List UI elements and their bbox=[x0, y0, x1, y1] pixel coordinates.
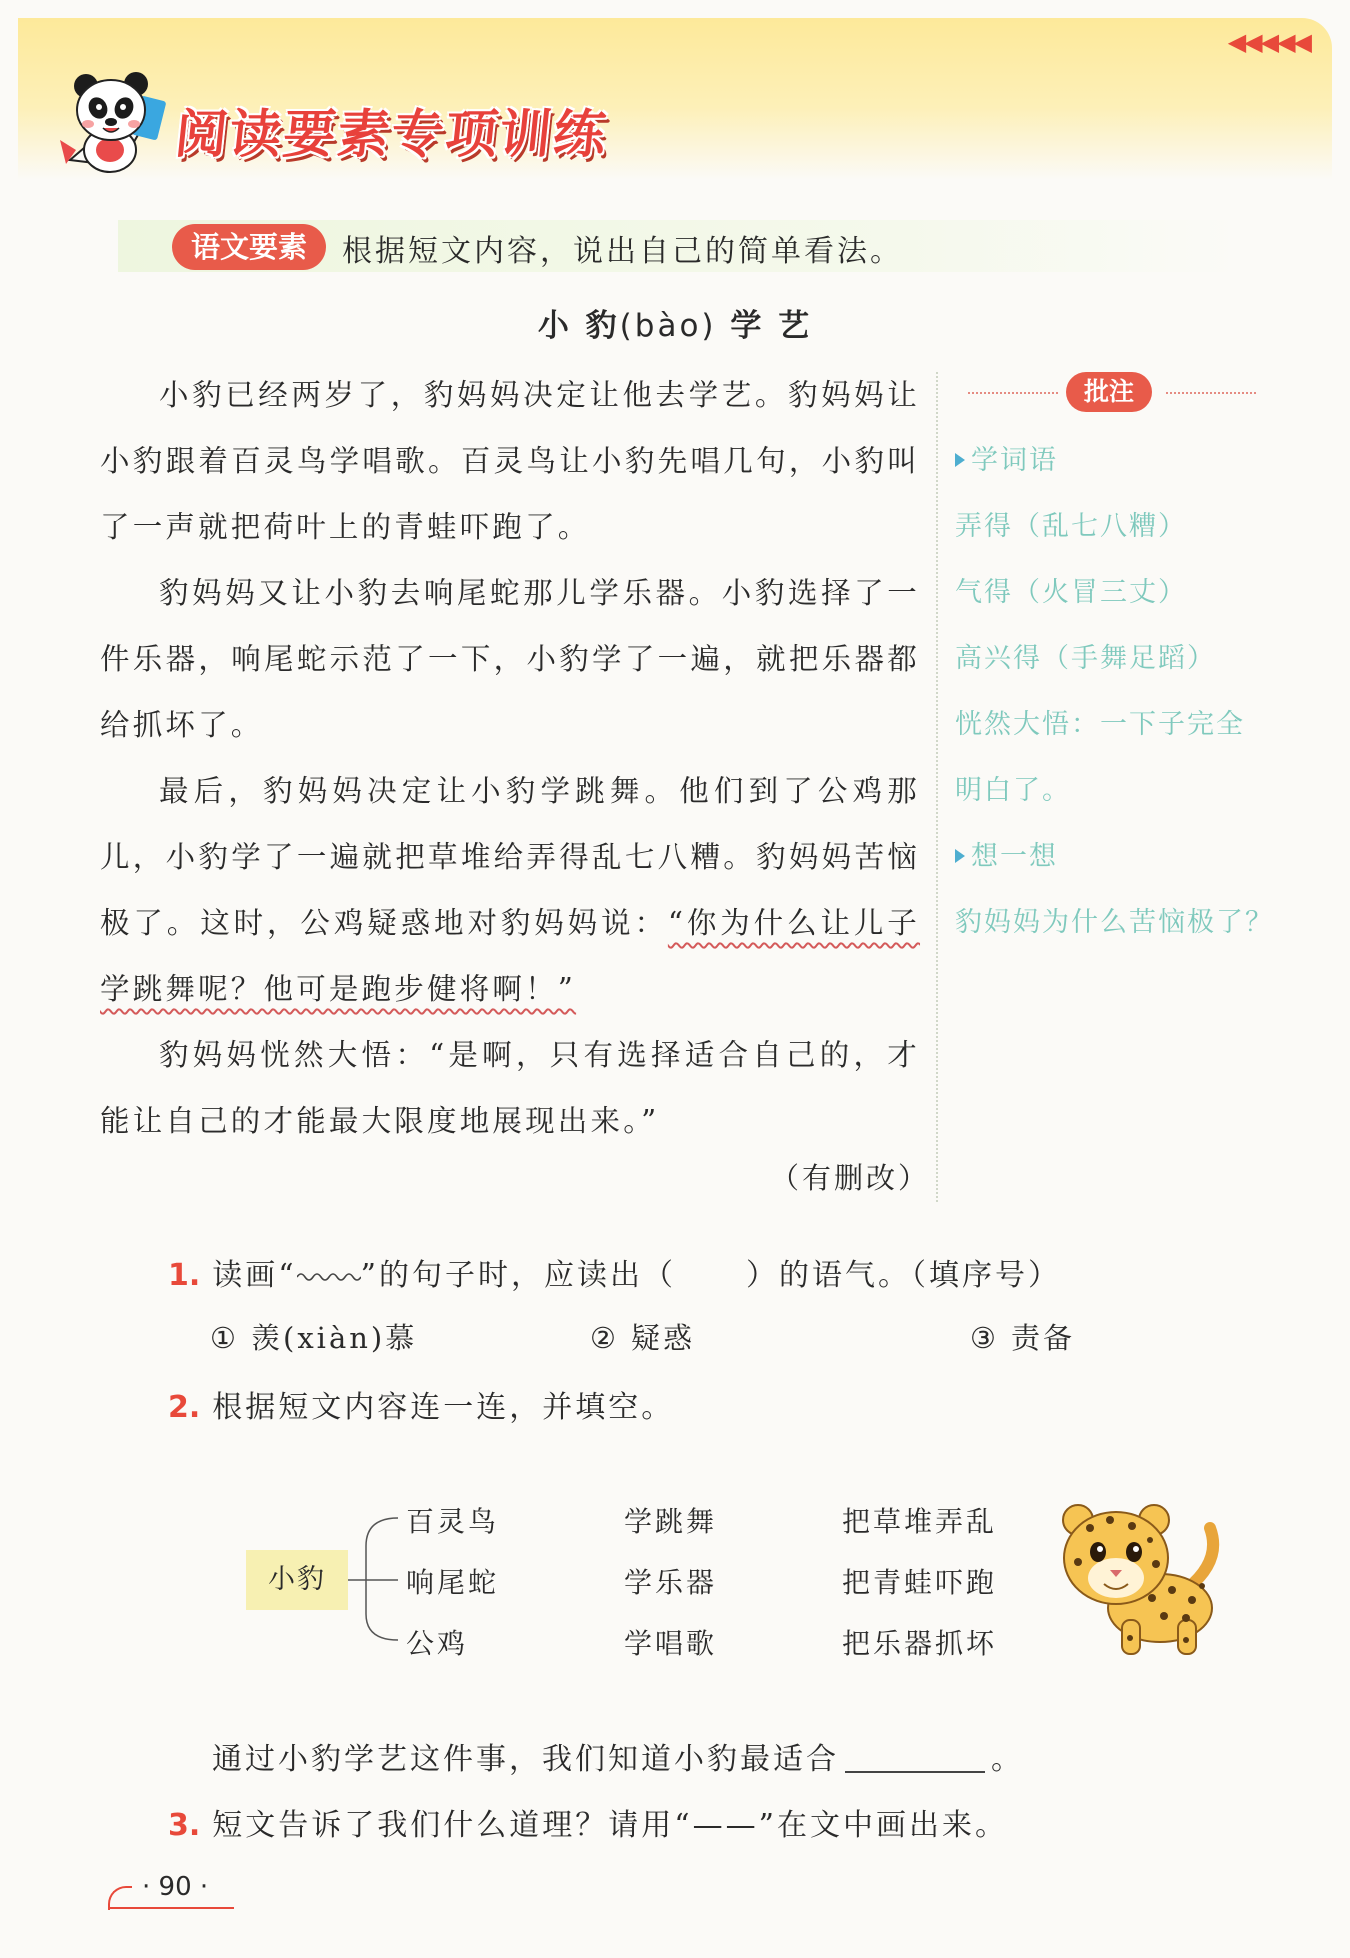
story-title-pinyin: (bào) bbox=[619, 308, 717, 344]
match-skill-1[interactable]: 学跳舞 bbox=[624, 1505, 718, 1538]
match-skill-3[interactable]: 学唱歌 bbox=[624, 1627, 718, 1660]
option-1-mark: ① bbox=[210, 1321, 239, 1355]
paragraph-1: 小豹已经两岁了，豹妈妈决定让他去学艺。豹妈妈让小豹跟着百灵鸟学唱歌。百灵鸟让小豹先唱几句，小豹叫了一声就把荷叶上的青蛙吓跑了。 bbox=[100, 378, 920, 544]
paragraph-2: 豹妈妈又让小豹去响尾蛇那儿学乐器。小豹选择了一件乐器，响尾蛇示范了一下，小豹学了一遍，就把乐器都给抓坏了。 bbox=[100, 576, 920, 742]
match-animal-2[interactable]: 响尾蛇 bbox=[406, 1566, 500, 1599]
paragraph-4: 豹妈妈恍然大悟：“是啊，只有选择适合自己的，才能让自己的才能最大限度地展现出来。” bbox=[100, 1038, 920, 1138]
question-3-number: 3. bbox=[168, 1808, 201, 1843]
annotation-badge: 批注 bbox=[1066, 372, 1152, 412]
page-number-underline bbox=[108, 1907, 234, 1909]
note-heading-vocab-label: 学词语 bbox=[971, 445, 1058, 476]
element-text: 根据短文内容，说出自己的简单看法。 bbox=[342, 234, 903, 269]
option-3-mark: ③ bbox=[970, 1321, 999, 1355]
note-dotted-line-right bbox=[1166, 392, 1256, 394]
match-result-2[interactable]: 把青蛙吓跑 bbox=[842, 1566, 998, 1599]
question-3-text: 短文告诉了我们什么道理？请用“——”在文中画出来。 bbox=[212, 1808, 1008, 1843]
match-result-3[interactable]: 把乐器抓坏 bbox=[842, 1627, 998, 1660]
question-1-text-a: 读画“ bbox=[212, 1258, 297, 1293]
source-note: （有删改） bbox=[770, 1161, 931, 1195]
match-skill-2[interactable]: 学乐器 bbox=[624, 1566, 718, 1599]
question-2-fill-sentence bbox=[212, 1734, 1024, 1778]
option-2-mark: ② bbox=[590, 1321, 619, 1355]
leopard-cub-icon bbox=[1060, 1490, 1228, 1662]
note-word-4b: 明白了。 bbox=[955, 775, 1071, 806]
option-1[interactable] bbox=[210, 1316, 417, 1357]
note-heading-think-label: 想一想 bbox=[971, 841, 1058, 872]
story-title-part-b: 学 艺 bbox=[730, 308, 813, 344]
question-2-text: 根据短文内容连一连，并填空。 bbox=[212, 1390, 675, 1425]
option-1-text: 羡(xiàn)慕 bbox=[251, 1321, 418, 1355]
wavy-line-icon bbox=[297, 1271, 361, 1283]
question-2-fill-blank[interactable] bbox=[845, 1745, 985, 1773]
story-passage bbox=[100, 362, 920, 1154]
decorative-arrows: ◀◀◀◀◀ bbox=[1227, 28, 1310, 56]
matching-subject[interactable]: 小豹 bbox=[246, 1550, 348, 1610]
question-2 bbox=[168, 1382, 674, 1426]
question-2-fill-text: 通过小豹学艺这件事，我们知道小豹最适合 bbox=[212, 1742, 839, 1777]
note-heading-think bbox=[955, 824, 1285, 890]
question-1 bbox=[168, 1250, 1061, 1294]
note-heading-vocab bbox=[955, 428, 1285, 494]
note-word-2: 气得（火冒三丈） bbox=[955, 577, 1187, 608]
note-word-3: 高兴得（手舞足蹈） bbox=[955, 643, 1216, 674]
match-animal-1[interactable]: 百灵鸟 bbox=[406, 1505, 500, 1538]
bracket-lines bbox=[348, 1512, 408, 1642]
annotation-notes bbox=[955, 428, 1285, 956]
paragraph-3-text: 最后，豹妈妈决定让小豹学跳舞。他们到了公鸡那儿，小豹学了一遍就把草堆给弄得乱七八糟。豹妈妈苦恼极了。这时，公鸡疑惑地对豹妈妈说： bbox=[100, 774, 920, 940]
question-1-text-c: ）的语气。（填序号） bbox=[745, 1258, 1061, 1293]
option-3-text: 责备 bbox=[1011, 1321, 1076, 1355]
note-word-4a: 恍然大悟：一下子完全 bbox=[955, 709, 1245, 740]
wavy-underlined-quote: “你为什么让儿子学跳舞呢？他可是跑步健将啊！” bbox=[100, 906, 921, 1006]
option-2[interactable] bbox=[590, 1316, 695, 1357]
note-question: 豹妈妈为什么苦恼极了？ bbox=[955, 907, 1274, 938]
question-3 bbox=[168, 1800, 1008, 1844]
page-number: · 90 · bbox=[142, 1872, 209, 1902]
triangle-bullet-icon bbox=[955, 453, 965, 467]
option-3[interactable] bbox=[970, 1316, 1075, 1357]
story-title bbox=[0, 300, 1350, 345]
question-1-number: 1. bbox=[168, 1258, 201, 1293]
match-result-1[interactable]: 把草堆弄乱 bbox=[842, 1505, 998, 1538]
note-dotted-line-left bbox=[968, 392, 1058, 394]
element-badge: 语文要素 bbox=[172, 224, 326, 270]
story-title-part-a: 小 豹 bbox=[537, 308, 620, 344]
question-2-number: 2. bbox=[168, 1390, 201, 1425]
note-word-1: 弄得（乱七八糟） bbox=[955, 511, 1187, 542]
margin-divider bbox=[936, 372, 938, 1202]
question-2-fill-end: 。 bbox=[991, 1742, 1024, 1777]
option-2-text: 疑惑 bbox=[631, 1321, 696, 1355]
match-animal-3[interactable]: 公鸡 bbox=[406, 1627, 469, 1660]
question-1-text-b: ”的句子时，应读出（ bbox=[360, 1258, 676, 1293]
series-title: 阅读要素专项训练 bbox=[172, 105, 611, 165]
paragraph-3 bbox=[100, 758, 920, 1022]
panda-mascot-icon bbox=[58, 68, 170, 174]
triangle-bullet-icon bbox=[955, 849, 965, 863]
